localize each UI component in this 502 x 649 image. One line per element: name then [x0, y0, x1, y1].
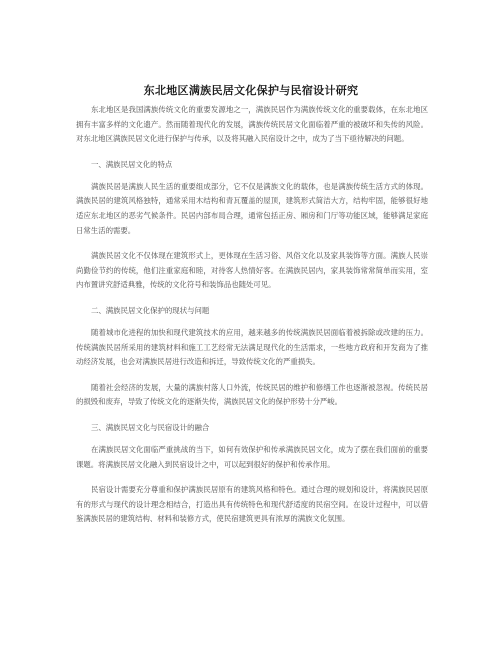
section-3-paragraph-2: 民宿设计需要充分尊重和保护满族民居原有的建筑风格和特色。通过合理的规划和设计，将满族民居原有的形式与现代的设计理念相结合，打造出具有传统特色和现代舒适度的民宿空间。在设计过程中，可以借鉴满族民居的建筑结构、材料和装修方式，使民宿建筑更具有浓厚的满族文化氛围。 — [76, 485, 428, 524]
section-2-paragraph-1: 随着城市化进程的加快和现代建筑技术的应用，越来越多的传统满族民居面临着被拆除或改建的压力。传统满族民居所采用的建筑材料和施工工艺经常无法满足现代化的生活需求，一些地方政府和开发商为了推动经济发展，也会对满族民居进行改造和拆迁，导致传统文化的严重损失。 — [76, 327, 428, 367]
section-heading-2: 二、满族民居文化保护的现状与问题 — [91, 305, 210, 315]
section-1-paragraph-2: 满族民居文化不仅体现在建筑形式上，更体现在生活习俗、风俗文化以及家具装饰等方面。满族人民崇尚勤俭节约的传统，他们注重家庭和睦，对待客人热情好客。在满族民居内，家具装饰常常简单而实用，室内布置讲究舒适典雅，传统的文化符号和装饰品也随处可见。 — [76, 251, 428, 290]
section-3-paragraph-1: 在满族民居文化面临严重挑战的当下，如何有效保护和传承满族民居文化，成为了摆在我们面前的重要课题。将满族民居文化融入到民宿设计之中，可以起到很好的保护和传承作用。 — [76, 444, 428, 469]
section-1-paragraph-1: 满族民居是满族人民生活的重要组成部分，它不仅是满族文化的载体，也是满族传统生活方式的体现。满族民居的建筑风格独特，通常采用木结构和青瓦覆盖的屋顶，建筑形式简洁大方，结构牢固，能够很好地适应东北地区的恶劣气候条件。民居内部布局合理，通常包括正房、厢房和门厅等功能区域，能够满足家庭日常生活的需要。 — [76, 181, 428, 235]
section-2-paragraph-2: 随着社会经济的发展，大量的满族村落人口外流，传统民居的维护和修缮工作也逐渐被忽视。传统民居的损毁和废弃，导致了传统文化的逐渐失传，满族民居文化的保护形势十分严峻。 — [76, 382, 428, 407]
paper-body — [76, 103, 428, 538]
section-heading-3: 三、满族民居文化与民宿设计的融合 — [91, 422, 210, 432]
intro-paragraph: 东北地区是我国满族传统文化的重要发源地之一，满族民居作为满族传统文化的重要载体，在东北地区拥有丰富多样的文化遗产。然而随着现代化的发展，满族传统民居文化面临着严重的被破坏和失传的风险。对东北地区满族民居文化进行保护与传承，以及将其融入民宿设计之中，成为了当下亟待解决的问题。 — [76, 105, 428, 144]
section-heading-1: 一、满族民居文化的特点 — [91, 159, 173, 169]
paper-title: 东北地区满族民居文化保护与民宿设计研究 — [143, 84, 359, 97]
